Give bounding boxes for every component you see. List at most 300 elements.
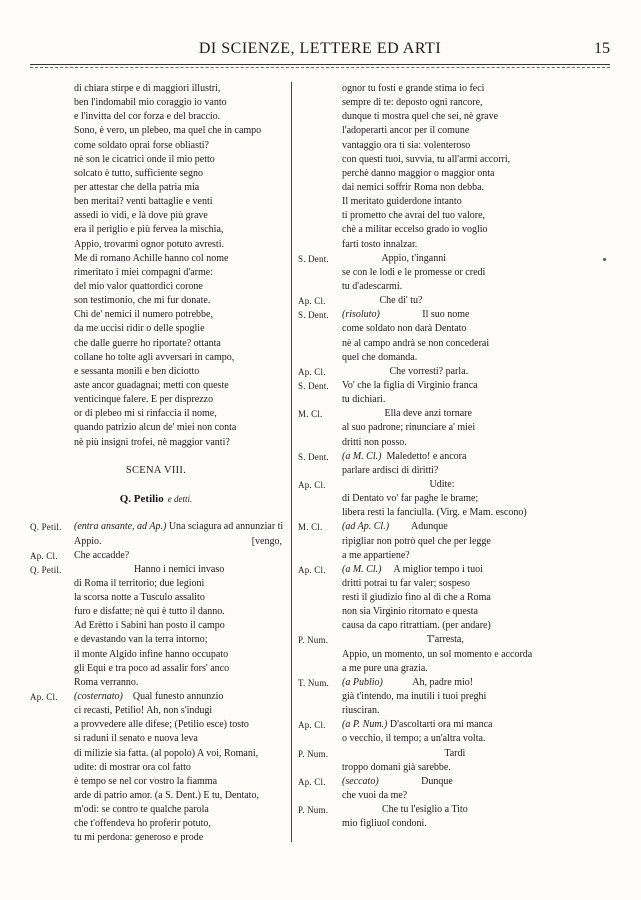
text-line [30, 718, 282, 732]
verse-line: tu mi perdona: generoso e prode [74, 832, 204, 844]
text-line [30, 393, 282, 407]
speaker-label: Ap. Cl. [298, 479, 326, 490]
verse-line: Udite: [342, 478, 455, 490]
text-line [30, 577, 282, 591]
verse-line: Ah, padre mio! [382, 676, 474, 688]
verse-line: Che accadde? [74, 549, 130, 561]
verse-line: Ad Erètto i Sabini han posto il campo [74, 620, 225, 632]
stage-direction: (a M. Cl.) [342, 450, 382, 462]
verse-text [74, 605, 282, 619]
verse-text [342, 223, 612, 237]
text-line [298, 676, 612, 690]
speaker-label [298, 761, 342, 775]
text-line [298, 223, 612, 237]
text-line [30, 563, 282, 577]
text-line [298, 308, 612, 322]
speaker-label [30, 747, 74, 761]
stage-direction: (ad Ap. Cl.) [342, 521, 390, 533]
speaker-label [30, 577, 74, 591]
verse-text [342, 252, 612, 266]
speaker-label: Q. Petil. [30, 522, 62, 533]
text-line [30, 761, 282, 775]
verse-text: venticinque falere. E per disprezzo [74, 394, 214, 406]
speaker-label [30, 704, 74, 718]
text-line [298, 478, 612, 492]
text-line [30, 506, 282, 520]
verse-line: ci recasti, Petilio! Ah, non s'indugi [74, 705, 213, 717]
text-line [30, 223, 282, 237]
verse-line: di milizie sia fatta. (al popolo) A voi, Romani, [74, 747, 259, 759]
speaker-label: Ap. Cl. [298, 720, 326, 731]
text-line [30, 605, 282, 619]
scene-heading: SCENA VIII. [125, 464, 187, 476]
text-line [298, 153, 612, 167]
verse-text [342, 351, 612, 365]
speaker-label [298, 82, 342, 96]
verse-text: come soldato oprai forse obliasti? [74, 139, 209, 151]
text-line [298, 252, 612, 266]
text-line [298, 605, 612, 619]
verse-text [342, 421, 612, 435]
header-rule [30, 64, 610, 65]
speaker-label [298, 266, 342, 280]
verse-line: dai nemici soffrir Roma non debba. [342, 181, 485, 193]
verse-line: che vuoi da me? [342, 790, 408, 802]
verse-text [74, 633, 282, 647]
verse-text [342, 294, 612, 308]
text-line [298, 110, 612, 124]
verse-text [342, 280, 612, 294]
speaker-label: P. Num. [298, 748, 329, 759]
verse-text [342, 436, 612, 450]
text-line [30, 365, 282, 379]
verse-text [342, 365, 612, 379]
text-line [30, 280, 282, 294]
verse-text [342, 308, 612, 322]
text-line [30, 167, 282, 181]
character-heading: Q. Petilio [119, 493, 164, 506]
text-line [298, 535, 612, 549]
verse-text: Appio, trovarmi ognor potuto avresti. [74, 238, 224, 250]
verse-text [74, 591, 282, 605]
text-line [30, 775, 282, 789]
speaker-label [30, 633, 74, 647]
text-line [298, 817, 612, 831]
speaker-label: P. Num. [298, 635, 329, 646]
text-line [30, 124, 282, 138]
verse-line: vantaggio ora ti sia: volenteroso [342, 139, 471, 151]
speaker-label [298, 662, 342, 676]
speaker-label [298, 280, 342, 294]
speaker-label: Ap. Cl. [298, 366, 326, 377]
text-line [298, 803, 612, 817]
text-line [298, 365, 612, 379]
text-line [30, 195, 282, 209]
verse-line: ti prometto che avrai del tuo valore, [342, 210, 486, 222]
verse-text [342, 789, 612, 803]
speaker-label [30, 775, 74, 789]
text-line [298, 238, 612, 252]
verse-line: si raduni il senato e nuova leva [74, 733, 198, 745]
speaker-label [298, 605, 342, 619]
verse-line: Il meritato guiderdone intanto [342, 196, 462, 208]
verse-line: A miglior tempo i tuoi [381, 563, 483, 575]
stage-direction: (risoluto) [342, 309, 380, 321]
verse-text [74, 831, 282, 845]
verse-line: farti tosto innalzar. [342, 238, 418, 250]
verse-text: Sono, è vero, un plebeo, ma quel che in campo [74, 125, 262, 137]
text-line [298, 690, 612, 704]
verse-line: se con le lodi e le promesse or credi [342, 266, 486, 278]
speaker-label [298, 591, 342, 605]
text-line [30, 337, 282, 351]
text-line [298, 393, 612, 407]
verse-text [342, 577, 612, 591]
column-divider [291, 82, 292, 842]
stage-direction: (costernato) [74, 691, 123, 703]
verse-line: chè a militar eccelso grado io voglio [342, 224, 488, 236]
verse-text [74, 662, 282, 676]
verse-text: e sessanta monili e ben diciotto [74, 365, 200, 377]
text-line [30, 181, 282, 195]
verse-line: dritti potrai tu far valer; sospeso [342, 577, 471, 589]
text-line [298, 266, 612, 280]
text-line [30, 266, 282, 280]
verse-text [342, 181, 612, 195]
speaker-label [298, 648, 342, 662]
verse-text: di chiara stirpe e di maggiori illustri, [74, 83, 221, 94]
verse-line: Qual funesto annunzio [122, 691, 224, 703]
text-line [298, 747, 612, 761]
verse-line: non sia Virginio ritornato e questa [342, 606, 478, 618]
text-line [298, 181, 612, 195]
text-line [30, 492, 282, 506]
text-line [30, 535, 282, 549]
verse-line: mio figliuol condoni. [342, 818, 427, 830]
verse-line: con questi tuoi, suvvia, tu all'armi accorri, [342, 153, 511, 165]
speaker-label [298, 817, 342, 831]
stage-direction: (a P. Num.) [342, 719, 388, 731]
speaker-label [30, 831, 74, 845]
line-continuation: [vengo, [251, 535, 282, 547]
verse-line: Tardi [342, 747, 466, 759]
stage-direction: (seccato) [342, 775, 379, 787]
verse-text [342, 718, 612, 732]
verse-text [342, 775, 612, 789]
verse-text [74, 718, 282, 732]
text-line [298, 280, 612, 294]
speaker-label [298, 322, 342, 336]
verse-text [342, 209, 612, 223]
text-line [30, 238, 282, 252]
verse-text [342, 266, 612, 280]
verse-line: di Roma il territorio; due legioni [74, 577, 205, 589]
verse-line: parlare ardisci di diritti? [342, 464, 439, 476]
text-line [298, 407, 612, 421]
verse-text [342, 450, 612, 464]
verse-line: Che di' tu? [342, 295, 423, 307]
text-line [298, 96, 612, 110]
verse-line: T'arresta, [342, 634, 464, 646]
speaker-label [298, 421, 342, 435]
verse-line: riusciran. [342, 705, 380, 717]
speaker-label [298, 209, 342, 223]
verse-line: perchè danno maggior o maggior onta [342, 167, 495, 179]
verse-text [342, 648, 612, 662]
text-line [298, 619, 612, 633]
verse-text [342, 803, 612, 817]
verse-text [342, 817, 612, 831]
verse-line: causa da capo ritrattiam. (per andare) [342, 620, 491, 632]
verse-line: troppo domani già sarebbe. [342, 761, 451, 773]
verse-text: e l'invitta del cor forza e del braccio. [74, 111, 221, 123]
text-line [298, 322, 612, 336]
verse-line: o vecchio, il tempo; a un'altra volta. [342, 733, 486, 745]
verse-text [74, 732, 282, 746]
text-line [30, 817, 282, 831]
speaker-label [298, 96, 342, 110]
verse-text [342, 732, 612, 746]
verse-text [342, 605, 612, 619]
speaker-label [298, 492, 342, 506]
verse-line: quel che domanda. [342, 351, 418, 363]
text-line [30, 450, 282, 464]
text-line [298, 436, 612, 450]
speaker-label [30, 761, 74, 775]
text-line [298, 732, 612, 746]
verse-text [74, 648, 282, 662]
text-line [298, 520, 612, 534]
verse-text [342, 153, 612, 167]
verse-line: ripigliar non potrò quel che per legge [342, 535, 491, 547]
text-line [30, 379, 282, 393]
text-line [298, 704, 612, 718]
text-line [30, 831, 282, 845]
text-line [30, 82, 282, 96]
speaker-label [30, 676, 74, 690]
verse-text [74, 789, 282, 803]
speaker-label [298, 181, 342, 195]
verse-text [74, 619, 282, 633]
text-line [30, 322, 282, 336]
speaker-label [298, 464, 342, 478]
text-line [298, 492, 612, 506]
text-line [30, 676, 282, 690]
speaker-label [298, 238, 342, 252]
text-line [298, 549, 612, 563]
text-line [30, 351, 282, 365]
verse-line: gli Equi e tra poco ad assalir fors' anco [74, 662, 230, 674]
verse-line: già t'intendo, ma inutili i tuoi preghi [342, 691, 487, 703]
verse-line: al suo padrone; rinunciare a' miei [342, 422, 476, 434]
verse-text [342, 704, 612, 718]
verse-line: Una sciagura ad annunziar ti [166, 521, 284, 533]
verse-text: solcato è tutto, sufficiente segno [74, 167, 203, 179]
verse-text: rimeritato i miei compagni d'arme: [74, 266, 213, 278]
text-line [30, 747, 282, 761]
verse-line: Appio, t'inganni [342, 252, 447, 264]
speaker-label [30, 662, 74, 676]
verse-line: e devastando van la terra intorno; [74, 634, 208, 646]
text-line [298, 633, 612, 647]
verse-text: nè più insigni trofei, nè maggior vanti? [74, 436, 230, 448]
verse-text: per attestar che della patria mia [74, 181, 200, 193]
text-line [30, 252, 282, 266]
verse-line: D'ascoltarti ora mi manca [387, 719, 493, 731]
running-title: DI SCIENZE, LETTERE ED ARTI [198, 40, 442, 57]
verse-line: che t'offendeva ho proferir potuto, [74, 818, 211, 830]
speaker-label [298, 690, 342, 704]
text-line [298, 761, 612, 775]
speaker-label [298, 704, 342, 718]
verse-line: è tempo se nel cor vostro la fiamma [74, 775, 218, 787]
text-line [298, 577, 612, 591]
text-line [30, 549, 282, 563]
verse-line: Ella deve anzi tornare [342, 408, 472, 420]
verse-text [74, 747, 282, 761]
speaker-label: Ap. Cl. [298, 296, 326, 307]
text-line [30, 591, 282, 605]
verse-line: a me appartiene? [342, 549, 410, 561]
speaker-label [298, 153, 342, 167]
speaker-label [298, 436, 342, 450]
verse-line: di Dentato vo' far paghe le brame; [342, 493, 479, 505]
speaker-label: T. Num. [298, 677, 329, 688]
speaker-label [298, 535, 342, 549]
text-line [30, 648, 282, 662]
speaker-label [298, 549, 342, 563]
verse-line: udite: di mostrar ora col fatto [74, 761, 191, 773]
verse-line: Hanno i nemici invaso [134, 563, 225, 575]
verse-text [342, 492, 612, 506]
verse-text [342, 690, 612, 704]
text-line [298, 421, 612, 435]
verse-text [342, 464, 612, 478]
speaker-label [298, 337, 342, 351]
text-line [298, 775, 612, 789]
verse-text [74, 535, 252, 549]
verse-line: Che tu l'esiglio a Tito [342, 804, 468, 816]
verse-text: assedi io vidi, e là dove più grave [74, 210, 208, 222]
speaker-label: S. Dent. [298, 451, 329, 462]
verse-text [342, 379, 612, 393]
text-line [30, 436, 282, 450]
speaker-label [298, 789, 342, 803]
text-line [30, 96, 282, 110]
speaker-label [298, 223, 342, 237]
verse-text [342, 337, 612, 351]
text-line [298, 789, 612, 803]
verse-line: l'adoperarti ancor per il comune [342, 125, 470, 137]
text-line [298, 718, 612, 732]
verse-text [74, 803, 282, 817]
verse-text [342, 662, 612, 676]
speaker-label: Ap. Cl. [30, 550, 58, 561]
text-line [30, 110, 282, 124]
verse-text: era il periglio e più fervea la mischia, [74, 224, 224, 236]
verse-text [342, 139, 612, 153]
character-heading-note: e detti. [167, 494, 193, 505]
speaker-label [30, 718, 74, 732]
verse-line: libera resti la fanciulla. (Virg. e Mam. escono) [342, 507, 527, 519]
verse-line: furo e disfatte; nè qui è tutto il danno. [74, 606, 225, 618]
text-line [298, 294, 612, 308]
verse-line: a me pure una grazia. [342, 662, 428, 674]
verse-text [342, 82, 612, 96]
header-rule-dashed [30, 67, 610, 68]
verse-text [74, 775, 282, 789]
speaker-label [30, 648, 74, 662]
verse-text [74, 549, 282, 563]
text-line [30, 478, 282, 492]
text-line [298, 124, 612, 138]
text-line [298, 167, 612, 181]
verse-text [342, 478, 612, 492]
speaker-label: Ap. Cl. [298, 564, 326, 575]
text-line [298, 209, 612, 223]
speaker-label [30, 605, 74, 619]
text-line [298, 648, 612, 662]
verse-text: son testimonio, che mi fur donate. [74, 295, 211, 307]
speaker-label [298, 124, 342, 138]
text-line [30, 464, 282, 478]
speaker-label [30, 817, 74, 831]
verse-line: Che vorresti? parla. [342, 365, 469, 377]
text-line [298, 379, 612, 393]
verse-text: da me uccisi ridir o delle spoglie [74, 323, 205, 335]
verse-line: come soldato non darà Dentato [342, 323, 467, 335]
text-line [30, 209, 282, 223]
text-line [298, 351, 612, 365]
verse-text: or di plebeo mi si rinfaccia il nome, [74, 408, 217, 420]
verse-text [342, 195, 612, 209]
text-line [298, 82, 612, 96]
page-header [30, 40, 610, 60]
speaker-label [30, 619, 74, 633]
verse-text [74, 563, 282, 577]
verse-text [342, 96, 612, 110]
verse-text [74, 520, 283, 534]
speaker-label: S. Dent. [298, 253, 329, 264]
verse-text [342, 506, 612, 520]
speaker-label: Q. Petil. [30, 564, 62, 575]
speaker-label [298, 732, 342, 746]
speaker-label [298, 195, 342, 209]
page-number: 15 [594, 40, 610, 57]
verse-line: tu dichiari. [342, 394, 386, 406]
verse-line: Maledetto! e ancora [381, 450, 467, 462]
verse-text [74, 761, 282, 775]
verse-line: Vo' che la figlia di Virginio franca [342, 379, 478, 391]
speaker-label [298, 351, 342, 365]
verse-text: collane ho tolte agli avversari in campo, [74, 351, 235, 363]
verse-text [74, 817, 282, 831]
verse-text [74, 704, 282, 718]
text-line [30, 407, 282, 421]
verse-text [342, 124, 612, 138]
verse-line: Appio, un momento, un sol momento e accorda [342, 648, 533, 660]
text-line [298, 337, 612, 351]
verse-text [342, 591, 612, 605]
verse-line: la scorsa notte a Tusculo assalito [74, 592, 205, 604]
verse-text: ben meritai? venti battaglie e venti [74, 196, 213, 208]
text-line [30, 803, 282, 817]
verse-line: Il suo nome [379, 309, 470, 321]
left-column [30, 82, 282, 846]
verse-text [342, 322, 612, 336]
text-line [30, 690, 282, 704]
text-line [30, 704, 282, 718]
